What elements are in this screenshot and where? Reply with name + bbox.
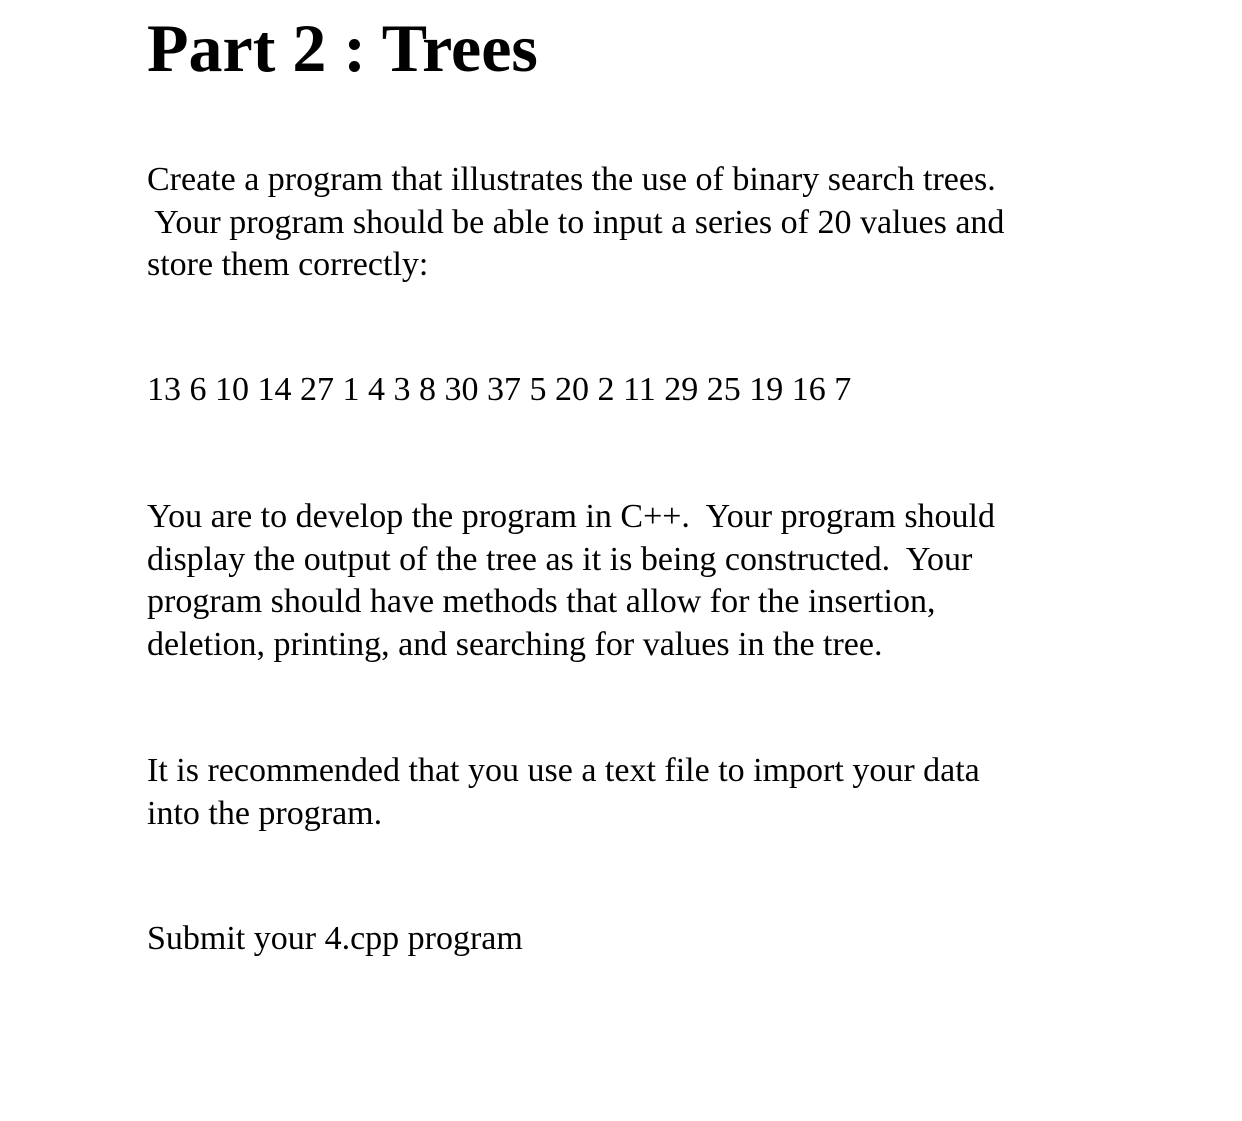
recommendation-line: It is recommended that you use a text file to import your data: [147, 752, 980, 789]
development-line: program should have methods that allow for the insertion,: [147, 583, 936, 620]
input-values: 13 6 10 14 27 1 4 3 8 30 37 5 20 2 11 29 25 19 16 7: [147, 371, 852, 408]
recommendation-line: into the program.: [147, 794, 383, 832]
page-title: Part 2 : Trees: [147, 10, 538, 86]
development-line: display the output of the tree as it is being constructed. Your: [147, 540, 973, 578]
intro-line: Create a program that illustrates the use of binary search trees.: [147, 161, 996, 198]
development-paragraph: [147, 496, 1107, 666]
development-line: You are to develop the program in C++. Your program should: [147, 498, 995, 535]
intro-paragraph: [147, 159, 1107, 287]
submit-instruction: Submit your 4.cpp program: [147, 920, 523, 957]
recommendation-paragraph: [147, 750, 1107, 835]
intro-line: store them correctly:: [147, 246, 429, 283]
intro-line: Your program should be able to input a series of 20 values and: [147, 203, 1005, 241]
development-line: deletion, printing, and searching for values in the tree.: [147, 625, 883, 663]
